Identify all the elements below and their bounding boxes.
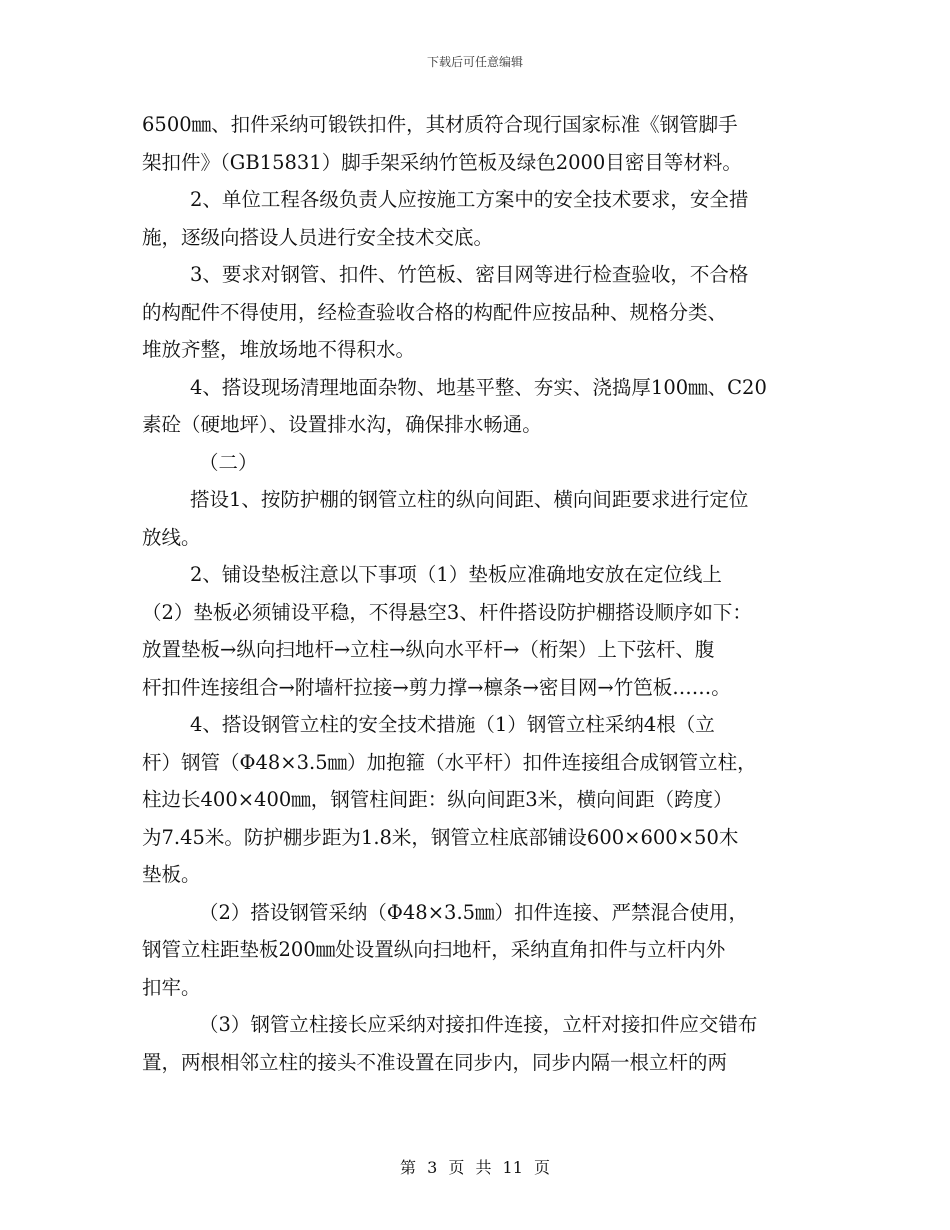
text-line: 放置垫板→纵向扫地杆→立柱→纵向水平杆→（桁架）上下弦杆、腹 (142, 638, 715, 661)
page-header-note: 下载后可任意编辑 (426, 55, 523, 69)
text-line: （2）垫板必须铺设平稳，不得悬空3、杆件搭设防护棚搭设顺序如下： (142, 600, 752, 624)
text-line: 2、铺设垫板注意以下事项（1）垫板应准确地安放在定位线上 (190, 563, 722, 586)
text-line: 钢管立柱距垫板200㎜处设置纵向扫地杆，采纳直角扣件与立杆内外 (142, 938, 726, 961)
document-body (142, 106, 810, 1081)
text-line: 6500㎜、扣件采纳可锻铁扣件，其材质符合现行国家标准《钢管脚手 (142, 113, 738, 136)
text-line: 3、要求对钢管、扣件、竹笆板、密目网等进行检查验收，不合格 (190, 263, 749, 286)
text-line: 堆放齐整，堆放场地不得积水。 (142, 338, 416, 361)
text-line: 杆）钢管（Φ48×3.5㎜）加抱箍（水平杆）扣件连接组合成钢管立柱， (142, 750, 757, 774)
text-line: 施，逐级向搭设人员进行安全技术交底。 (142, 225, 494, 249)
text-line: 架扣件》（GB15831）脚手架采纳竹笆板及绿色2000目密目等材料。 (142, 150, 742, 174)
text-line: 柱边长400×400㎜，钢管柱间距：纵向间距3米，横向间距（跨度） (142, 788, 733, 811)
text-line: 放线。 (142, 525, 201, 549)
text-line: （2）搭设钢管采纳（Φ48×3.5㎜）扣件连接、严禁混合使用， (199, 900, 749, 924)
text-line: 搭设1、按防护棚的钢管立柱的纵向间距、横向间距要求进行定位 (190, 488, 749, 511)
page-number-footer: 第 3 页 共 11 页 (400, 1158, 550, 1177)
section-heading: （二） (199, 450, 258, 474)
text-line: 的构配件不得使用，经检查验收合格的构配件应按品种、规格分类、 (142, 300, 728, 324)
text-line: 垫板。 (142, 863, 201, 886)
text-line: 置，两根相邻立柱的接头不准设置在同步内，同步内隔一根立杆的两 (142, 1050, 728, 1074)
text-line: 为7.45米。防护棚步距为1.8米，钢管立柱底部铺设600×600×50木 (142, 825, 739, 849)
text-line: 4、搭设钢管立柱的安全技术措施（1）钢管立柱采纳4根（立 (190, 713, 715, 736)
text-line: 扣牢。 (142, 975, 201, 999)
text-line: 素砼（硬地坪）、设置排水沟，确保排水畅通。 (142, 413, 542, 436)
text-line: 杆扣件连接组合→附墙杆拉接→剪力撑→檩条→密目网→竹笆板……。 (142, 675, 731, 699)
text-line: 4、搭设现场清理地面杂物、地基平整、夯实、浇捣厚100㎜、C20 (190, 375, 767, 399)
text-line: 2、单位工程各级负责人应按施工方案中的安全技术要求，安全措 (190, 188, 749, 211)
text-line: （3）钢管立柱接长应采纳对接扣件连接，立杆对接扣件应交错布 (199, 1013, 758, 1036)
